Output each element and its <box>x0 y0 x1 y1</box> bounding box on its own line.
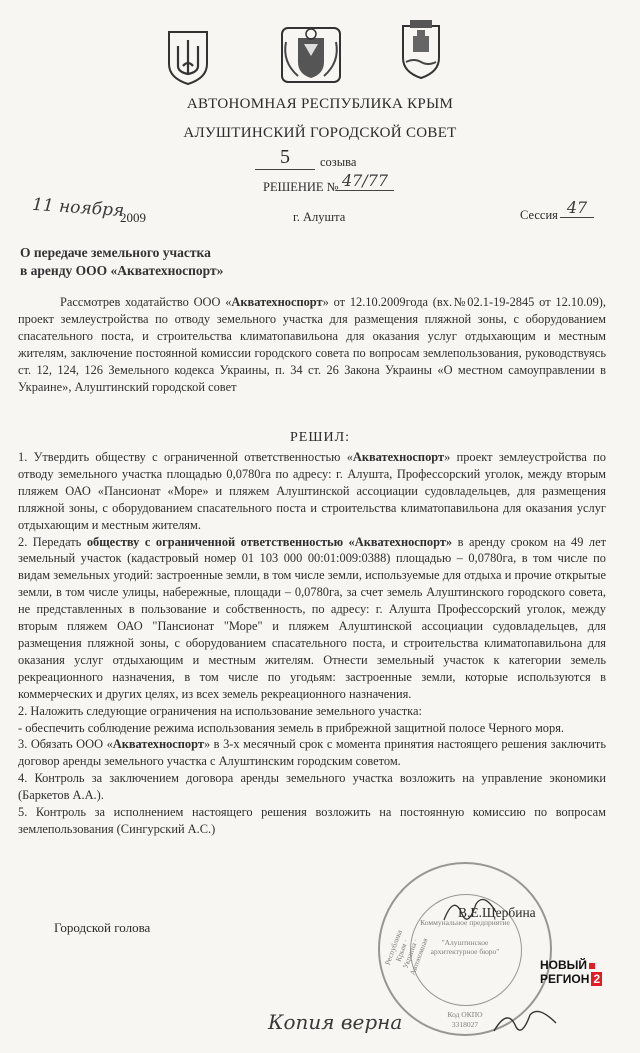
item-2-text-b: в аренду сроком на 49 лет земельный участок (кадастровый номер 01 103 000 00:01:009:0388) площадью – 0,0780га, в том числе по видам земельных угодий: застроенные земли, в том числе земли, используемые для отдыха и прочие открытые земли, в том числе улицы, набережные, площади – 0,0780га, за счет земель Алуштинского городского совета, не представленных в пользование и собственность, по адресу: г. Алушта Профессорский уголок, между вторым пляжем ОАО "Пансионат "Море" и пляжем Алуштинской ассоциации судовладельцев, для размещения пляжной зоны, с оборудованием спасательного поста, и строительства климатопавильона для оказания услуг отдыхающим и местным жителям. Отнести земельный участок к категории земель рекреационного назначения, в том числе по угодьям: застроенные земли, которые используются в коммерческих и других целях, из всех земель рекреационного назначения. <box>18 534 606 701</box>
logo-number: 2 <box>593 972 601 986</box>
subject <box>20 244 223 280</box>
date-year: 2009 <box>120 210 146 225</box>
session-label: Сессия <box>520 208 558 222</box>
item-1-company: Акватехноспорт <box>352 450 445 464</box>
item-4-text-b: » в 3-х месячный срок с момента принятия настоящего решения заключить договор аренды земельного участка с Алуштинским городским советом. <box>18 737 606 769</box>
item-4-text-a: 3. Обязать ООО « <box>18 737 113 752</box>
crimea-coat-of-arms-icon <box>278 22 344 86</box>
signature-name: В.Е.Щербина <box>458 905 536 920</box>
convocation-number: 5 <box>255 146 315 170</box>
stamp-code: 3318027 <box>451 1020 479 1029</box>
item-2-text-a: 2. Передать <box>18 534 87 549</box>
logo-line-1: НОВЫЙ <box>540 958 588 972</box>
council-title: АЛУШТИНСКИЙ ГОРОДСКОЙ СОВЕТ <box>183 125 457 141</box>
item-1-text-b: » проект землеустройства по отводу земельного участка площадью 0,0780га по адресу: г. Алушта, Профессорский уголок, между вторым пляжем ОАО «Пансионат «Море» и пляжем Алуштинской ассоциации судовладельцев, для размещения пляжной зоны, с оборудованием спасательного поста и строительства климатопавильона для оказания услуг отдыхающим и местным жителям. <box>18 450 606 532</box>
alushta-coat-of-arms-icon <box>400 18 442 80</box>
preamble <box>18 294 606 395</box>
stamp-code-label: Код ОКПО <box>447 1010 483 1019</box>
convocation-label: созыва <box>320 155 357 169</box>
item-6: 5. Контроль за исполнением настоящего решения возложить на постоянную комиссию по вопросам землепользования (Сингурский А.С.) <box>18 805 606 836</box>
stamp-org-1: Коммунальное предприятие <box>420 918 510 927</box>
decision-label: РЕШЕНИЕ № <box>263 180 339 194</box>
republic-title: АВТОНОМНАЯ РЕСПУБЛИКА КРЫМ <box>186 96 454 112</box>
item-3: 2. Наложить следующие ограничения на использование земельного участка: <box>18 703 422 718</box>
logo-red-square <box>589 963 595 969</box>
item-4-company: Акватехноспорт <box>112 737 204 752</box>
item-5: 4. Контроль за заключением договора аренды земельного участка возложить на управление экономики (Баркетов А.А.). <box>18 771 606 803</box>
date-handwritten: 11 ноября <box>31 194 125 222</box>
preamble-company: Акватехноспорт <box>231 295 323 309</box>
stamp-outer-text: Республика Крым · Украина · Автономная <box>382 928 430 977</box>
decision-number: 47/77 <box>336 171 394 191</box>
preamble-text-2: » от 12.10.2009года (вх.№02.1-19-2845 от 12.10.09), проект землеустройства по отводу земельного участка для размещения пляжной зоны, с оборудованием спасательного поста, и строительства климатопавильона для оказания услуг отдыхающим и местным жителям, заключение постоянной комиссии городского совета по вопросам землепользования, руководствуясь ст. 12, 124, 126 Земельного кодекса Украины, п. 34 ст. 26 Закона Украины «О местном самоуправлении в Украине», Алуштинский городской совет <box>18 295 607 394</box>
stamp-org-2: "Алуштинское архитектурное бюро" <box>430 938 500 956</box>
item-1-text-a: 1. Утвердить обществу с ограниченной ответственностью « <box>18 450 353 464</box>
novy-region-logo <box>540 958 612 988</box>
item-3-restriction: - обеспечить соблюдение режима использования земель в прибрежной защитной полосе Черного моря. <box>18 720 564 735</box>
item-1 <box>18 449 606 534</box>
copy-signature-scribble <box>490 1005 560 1039</box>
city: г. Алушта <box>293 210 346 224</box>
signature-title: Городской голова <box>54 920 151 935</box>
decision-items <box>18 449 606 838</box>
item-2 <box>18 534 606 703</box>
subject-line-1: О передаче земельного участка <box>20 245 211 260</box>
ukraine-trident-icon <box>165 30 211 86</box>
subject-line-2: в аренду ООО «Акватехноспорт» <box>20 263 224 278</box>
preamble-text-1: Рассмотрев ходатайство ООО « <box>60 295 232 309</box>
copy-note: Копия верна <box>268 1010 403 1034</box>
session-number: 47 <box>560 198 594 218</box>
resolved-heading: РЕШИЛ: <box>290 430 350 445</box>
signature-scribble <box>440 890 500 930</box>
item-4 <box>18 736 606 770</box>
item-2-company: обществу с ограниченной ответственностью «Акватехноспорт» <box>86 534 453 549</box>
logo-line-2: РЕГИОН <box>540 972 590 986</box>
